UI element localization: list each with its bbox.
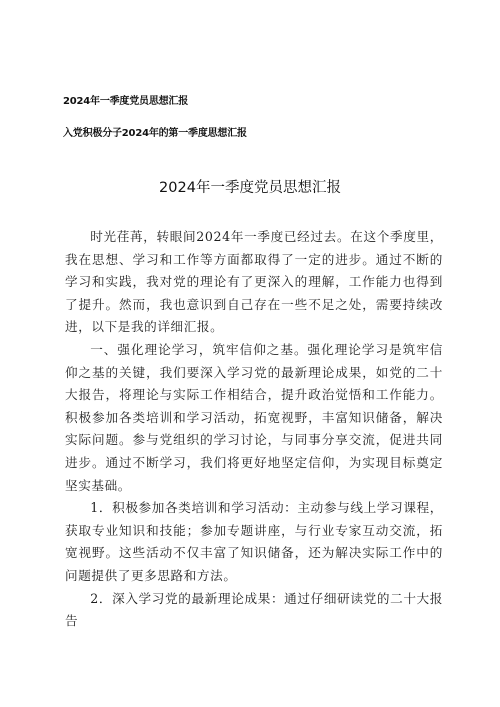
paragraph-item-two: 2．深入学习党的最新理论成果：通过仔细研读党的二十大报告 xyxy=(65,590,443,629)
paragraph-item-one: 1．积极参加各类培训和学习活动：主动参与线上学习课程，获取专业知识和技能；参加专题讲座，与行业专家互动交流，拓宽视野。这些活动不仅丰富了知识储备，还为解决实际工作中的问题提供了更多思路和方法。 xyxy=(65,500,443,583)
header-subtitle-line: 入党积极分子2024年的第一季度思想汇报 xyxy=(63,128,247,139)
paragraph-intro: 时光荏苒，转眼间2024年一季度已经过去。在这个季度里，我在思想、学习和工作等方面都取得了一定的进步。通过不断的学习和实践，我对党的理论有了更深入的理解，工作能力也得到了提升。然而，我也意识到自己存在一些不足之处，需要持续改进，以下是我的详细汇报。 xyxy=(65,229,443,335)
paragraph-section-one: 一、强化理论学习，筑牢信仰之基。强化理论学习是筑牢信仰之基的关键，我们要深入学习党的最新理论成果，如党的二十大报告，将理论与实际工作相结合，提升政治觉悟和工作能力。积极参加各类培训和学习活动，拓宽视野，丰富知识储备，解决实际问题。参与党组织的学习讨论，与同事分享交流，促进共同进步。通过不断学习，我们将更好地坚定信仰，为实现目标奠定坚实基础。 xyxy=(65,341,443,493)
document-title: 2024年一季度党员思想汇报 xyxy=(159,180,341,196)
header-title-line: 2024年一季度党员思想汇报 xyxy=(63,96,189,107)
document-body xyxy=(65,226,443,633)
